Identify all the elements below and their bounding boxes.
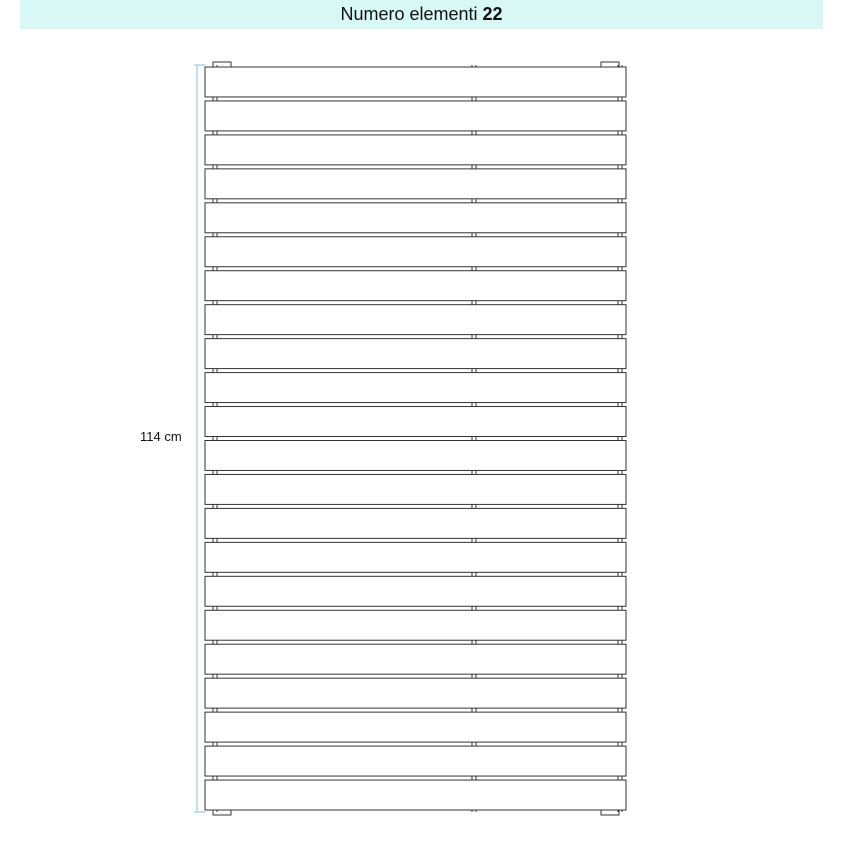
radiator-element bbox=[205, 712, 626, 742]
radiator-element bbox=[205, 576, 626, 606]
radiator-element bbox=[205, 373, 626, 403]
radiator-element bbox=[205, 237, 626, 267]
radiator-element bbox=[205, 508, 626, 538]
radiator-element bbox=[205, 780, 626, 810]
radiator-element bbox=[205, 271, 626, 301]
radiator-elements bbox=[205, 67, 626, 810]
radiator-element bbox=[205, 67, 626, 97]
radiator-element bbox=[205, 678, 626, 708]
radiator-element bbox=[205, 407, 626, 437]
radiator-element bbox=[205, 610, 626, 640]
radiator-element bbox=[205, 339, 626, 369]
radiator-element bbox=[205, 542, 626, 572]
radiator-element bbox=[205, 135, 626, 165]
radiator-element bbox=[205, 441, 626, 471]
dimension-line bbox=[194, 65, 205, 812]
radiator-element bbox=[205, 644, 626, 674]
radiator-element bbox=[205, 203, 626, 233]
radiator-element bbox=[205, 101, 626, 131]
title-label: Numero elementi bbox=[340, 4, 478, 24]
radiator-element bbox=[205, 474, 626, 504]
radiator-element bbox=[205, 305, 626, 335]
radiator-element bbox=[205, 746, 626, 776]
radiator-element bbox=[205, 169, 626, 199]
height-dimension-label: 114 cm bbox=[140, 429, 182, 444]
element-count: 22 bbox=[482, 4, 503, 24]
